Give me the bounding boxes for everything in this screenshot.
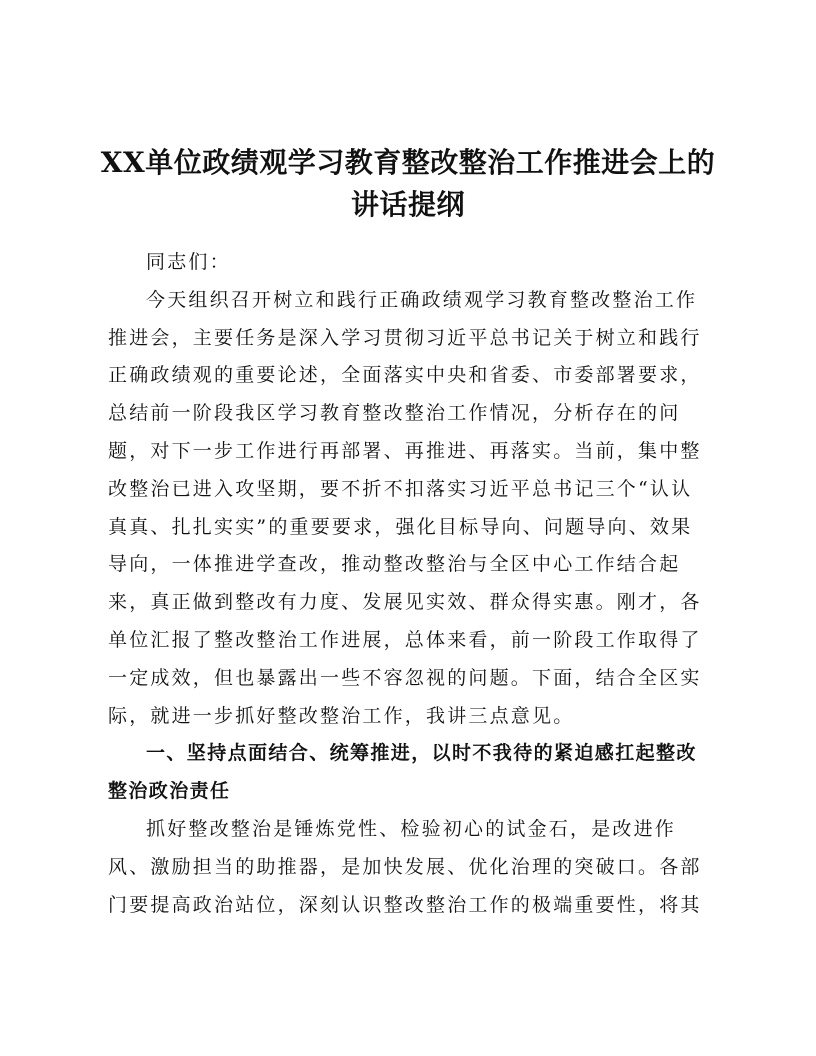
salutation: 同志们：: [146, 251, 231, 273]
document-body: [108, 244, 708, 924]
section-heading-1: 一、坚持点面结合、统筹推进，以时不我待的紧迫感扛起整改整治政治责任: [108, 742, 697, 803]
paragraph-section-1: 抓好整改整治是锤炼党性、检验初心的试金石，是改进作风、激励担当的助推器，是加快发展、优化治理的突破口。各部门要提高政治站位，深刻认识整改整治工作的极端重要性，将其: [108, 817, 702, 916]
document-title: XX单位政绩观学习教育整改整治工作推进会上的讲话提纲: [100, 146, 716, 221]
paragraph-intro: 今天组织召开树立和践行正确政绩观学习教育整改整治工作推进会，主要任务是深入学习贯彻习近平总书记关于树立和践行正确政绩观的重要论述，全面落实中央和省委、市委部署要求，总结前一阶段我区学习教育整改整治工作情况，分析存在的问题，对下一步工作进行再部署、再推进、再落实。当前，集中整改整治已进入攻坚期，要不折不扣落实习近平总书记三个“认认真真、扎扎实实”的重要要求，强化目标导向、问题导向、效果导向，一体推进学查改，推动整改整治与全区中心工作结合起来，真正做到整改有力度、发展见实效、群众得实惠。刚才，各单位汇报了整改整治工作进展，总体来看，前一阶段工作取得了一定成效，但也暴露出一些不容忽视的问题。下面，结合全区实际，就进一步抓好整改整治工作，我讲三点意见。: [108, 288, 702, 727]
